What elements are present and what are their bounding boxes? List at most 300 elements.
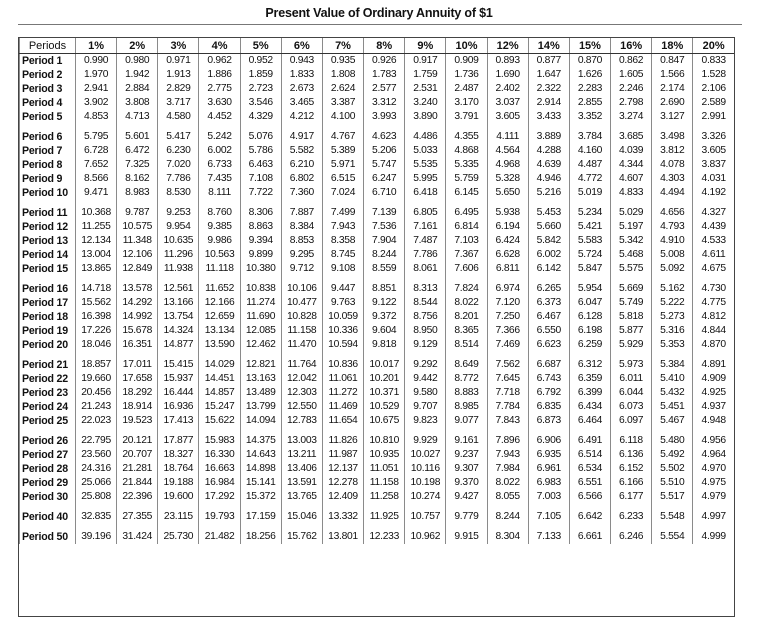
table-cell: 15.983 bbox=[199, 428, 240, 448]
table-cell: 6.128 bbox=[569, 310, 610, 324]
table-cell: 10.838 bbox=[240, 276, 281, 296]
table-cell: 0.952 bbox=[240, 54, 281, 69]
table-cell: 3.717 bbox=[158, 96, 199, 110]
table-cell: 1.913 bbox=[158, 68, 199, 82]
table-cell: 13.801 bbox=[322, 524, 363, 544]
table-cell: 12.134 bbox=[76, 234, 117, 248]
row-label: Period 30 bbox=[20, 490, 76, 504]
table-cell: 8.111 bbox=[199, 186, 240, 200]
table-cell: 1.566 bbox=[652, 68, 693, 82]
table-row bbox=[20, 248, 735, 262]
table-cell: 6.551 bbox=[569, 476, 610, 490]
table-cell: 7.984 bbox=[487, 462, 528, 476]
table-cell: 5.929 bbox=[611, 338, 652, 352]
column-header: 16% bbox=[611, 38, 652, 54]
table-cell: 6.230 bbox=[158, 144, 199, 158]
table-cell: 23.115 bbox=[158, 504, 199, 524]
table-cell: 5.467 bbox=[652, 414, 693, 428]
table-cell: 5.451 bbox=[652, 400, 693, 414]
table-cell: 17.159 bbox=[240, 504, 281, 524]
table-cell: 9.129 bbox=[405, 338, 446, 352]
table-cell: 17.413 bbox=[158, 414, 199, 428]
row-label: Period 13 bbox=[20, 234, 76, 248]
table-cell: 15.247 bbox=[199, 400, 240, 414]
table-cell: 11.051 bbox=[364, 462, 405, 476]
table-cell: 5.092 bbox=[652, 262, 693, 276]
table-cell: 2.884 bbox=[117, 82, 158, 96]
table-cell: 2.673 bbox=[281, 82, 322, 96]
table-cell: 11.118 bbox=[199, 262, 240, 276]
table-cell: 5.492 bbox=[652, 448, 693, 462]
table-cell: 5.786 bbox=[240, 144, 281, 158]
column-header: 2% bbox=[117, 38, 158, 54]
table-cell: 3.498 bbox=[652, 124, 693, 144]
column-header: 1% bbox=[76, 38, 117, 54]
table-row bbox=[20, 324, 735, 338]
table-cell: 4.775 bbox=[693, 296, 734, 310]
table-cell: 2.531 bbox=[405, 82, 446, 96]
table-cell: 4.870 bbox=[693, 338, 734, 352]
table-cell: 7.366 bbox=[487, 324, 528, 338]
table-cell: 7.108 bbox=[240, 172, 281, 186]
table-cell: 5.660 bbox=[528, 220, 569, 234]
table-cell: 3.037 bbox=[487, 96, 528, 110]
table-cell: 12.783 bbox=[281, 414, 322, 428]
table-cell: 0.847 bbox=[652, 54, 693, 69]
table-cell: 4.533 bbox=[693, 234, 734, 248]
table-row bbox=[20, 414, 735, 428]
table-cell: 8.201 bbox=[446, 310, 487, 324]
table-cell: 2.624 bbox=[322, 82, 363, 96]
row-label: Period 29 bbox=[20, 476, 76, 490]
table-cell: 9.295 bbox=[281, 248, 322, 262]
table-cell: 5.076 bbox=[240, 124, 281, 144]
table-cell: 4.793 bbox=[652, 220, 693, 234]
table-cell: 2.174 bbox=[652, 82, 693, 96]
table-cell: 6.467 bbox=[528, 310, 569, 324]
table-cell: 6.733 bbox=[199, 158, 240, 172]
table-cell: 6.661 bbox=[569, 524, 610, 544]
table-cell: 2.723 bbox=[240, 82, 281, 96]
table-cell: 4.031 bbox=[693, 172, 734, 186]
table-cell: 1.528 bbox=[693, 68, 734, 82]
table-cell: 8.772 bbox=[446, 372, 487, 386]
table-cell: 15.415 bbox=[158, 352, 199, 372]
column-header: 5% bbox=[240, 38, 281, 54]
table-cell: 4.212 bbox=[281, 110, 322, 124]
table-cell: 5.582 bbox=[281, 144, 322, 158]
table-cell: 18.857 bbox=[76, 352, 117, 372]
corner-header: Periods bbox=[20, 38, 76, 54]
table-cell: 11.469 bbox=[322, 400, 363, 414]
table-cell: 4.975 bbox=[693, 476, 734, 490]
table-cell: 1.859 bbox=[240, 68, 281, 82]
column-header: 20% bbox=[693, 38, 734, 54]
table-cell: 10.368 bbox=[76, 200, 117, 220]
table-cell: 6.628 bbox=[487, 248, 528, 262]
table-cell: 4.946 bbox=[528, 172, 569, 186]
table-cell: 8.313 bbox=[405, 276, 446, 296]
annuity-table bbox=[19, 38, 734, 544]
table-cell: 25.730 bbox=[158, 524, 199, 544]
table-cell: 1.759 bbox=[405, 68, 446, 82]
row-label: Period 16 bbox=[20, 276, 76, 296]
table-cell: 6.935 bbox=[528, 448, 569, 462]
table-row bbox=[20, 428, 735, 448]
table-cell: 6.974 bbox=[487, 276, 528, 296]
table-cell: 19.188 bbox=[158, 476, 199, 490]
table-row bbox=[20, 338, 735, 352]
row-label: Period 6 bbox=[20, 124, 76, 144]
table-cell: 16.663 bbox=[199, 462, 240, 476]
table-cell: 4.564 bbox=[487, 144, 528, 158]
table-cell: 6.566 bbox=[569, 490, 610, 504]
table-cell: 12.550 bbox=[281, 400, 322, 414]
row-label: Period 19 bbox=[20, 324, 76, 338]
table-cell: 21.844 bbox=[117, 476, 158, 490]
table-cell: 2.991 bbox=[693, 110, 734, 124]
table-cell: 9.787 bbox=[117, 200, 158, 220]
table-cell: 6.265 bbox=[528, 276, 569, 296]
table-cell: 7.645 bbox=[487, 372, 528, 386]
table-cell: 8.985 bbox=[446, 400, 487, 414]
table-cell: 3.312 bbox=[364, 96, 405, 110]
table-cell: 1.942 bbox=[117, 68, 158, 82]
table-cell: 13.765 bbox=[281, 490, 322, 504]
table-row bbox=[20, 386, 735, 400]
table-cell: 7.360 bbox=[281, 186, 322, 200]
table-cell: 13.799 bbox=[240, 400, 281, 414]
table-cell: 4.970 bbox=[693, 462, 734, 476]
row-label: Period 10 bbox=[20, 186, 76, 200]
page-title: Present Value of Ordinary Annuity of $1 bbox=[265, 6, 493, 20]
table-row bbox=[20, 490, 735, 504]
table-cell: 13.865 bbox=[76, 262, 117, 276]
table-cell: 8.559 bbox=[364, 262, 405, 276]
table-cell: 4.344 bbox=[611, 158, 652, 172]
table-cell: 4.111 bbox=[487, 124, 528, 144]
table-cell: 11.158 bbox=[364, 476, 405, 490]
table-cell: 10.828 bbox=[281, 310, 322, 324]
column-header: 10% bbox=[446, 38, 487, 54]
table-cell: 8.162 bbox=[117, 172, 158, 186]
table-cell: 20.707 bbox=[117, 448, 158, 462]
table-cell: 0.980 bbox=[117, 54, 158, 69]
table-row bbox=[20, 144, 735, 158]
table-cell: 6.002 bbox=[199, 144, 240, 158]
table-cell: 11.258 bbox=[364, 490, 405, 504]
row-label: Period 9 bbox=[20, 172, 76, 186]
table-cell: 11.470 bbox=[281, 338, 322, 352]
table-cell: 4.100 bbox=[322, 110, 363, 124]
table-cell: 11.654 bbox=[322, 414, 363, 428]
table-row bbox=[20, 158, 735, 172]
table-cell: 6.642 bbox=[569, 504, 610, 524]
table-cell: 9.307 bbox=[446, 462, 487, 476]
table-cell: 6.399 bbox=[569, 386, 610, 400]
table-cell: 9.427 bbox=[446, 490, 487, 504]
table-cell: 25.066 bbox=[76, 476, 117, 490]
table-cell: 8.853 bbox=[281, 234, 322, 248]
table-cell: 9.986 bbox=[199, 234, 240, 248]
table-cell: 3.387 bbox=[322, 96, 363, 110]
table-cell: 18.292 bbox=[117, 386, 158, 400]
table-cell: 9.707 bbox=[405, 400, 446, 414]
table-cell: 10.594 bbox=[322, 338, 363, 352]
table-cell: 3.685 bbox=[611, 124, 652, 144]
table-cell: 9.899 bbox=[240, 248, 281, 262]
table-cell: 8.514 bbox=[446, 338, 487, 352]
table-cell: 9.161 bbox=[446, 428, 487, 448]
table-cell: 5.033 bbox=[405, 144, 446, 158]
table-cell: 5.971 bbox=[322, 158, 363, 172]
table-row bbox=[20, 476, 735, 490]
row-label: Period 1 bbox=[20, 54, 76, 69]
table-cell: 6.550 bbox=[528, 324, 569, 338]
table-cell: 5.273 bbox=[652, 310, 693, 324]
table-cell: 6.472 bbox=[117, 144, 158, 158]
table-cell: 4.997 bbox=[693, 504, 734, 524]
table-cell: 7.250 bbox=[487, 310, 528, 324]
row-label: Period 20 bbox=[20, 338, 76, 352]
table-cell: 22.795 bbox=[76, 428, 117, 448]
table-cell: 3.808 bbox=[117, 96, 158, 110]
table-cell: 19.793 bbox=[199, 504, 240, 524]
table-cell: 14.992 bbox=[117, 310, 158, 324]
table-cell: 9.779 bbox=[446, 504, 487, 524]
table-cell: 0.935 bbox=[322, 54, 363, 69]
row-label: Period 23 bbox=[20, 386, 76, 400]
table-cell: 5.222 bbox=[652, 296, 693, 310]
table-cell: 13.134 bbox=[199, 324, 240, 338]
table-cell: 6.424 bbox=[487, 234, 528, 248]
table-cell: 14.643 bbox=[240, 448, 281, 462]
table-row bbox=[20, 296, 735, 310]
table-cell: 7.606 bbox=[446, 262, 487, 276]
table-cell: 5.517 bbox=[652, 490, 693, 504]
row-label: Period 26 bbox=[20, 428, 76, 448]
table-cell: 6.805 bbox=[405, 200, 446, 220]
table-cell: 8.760 bbox=[199, 200, 240, 220]
table-cell: 19.523 bbox=[117, 414, 158, 428]
table-cell: 12.278 bbox=[322, 476, 363, 490]
table-cell: 6.623 bbox=[528, 338, 569, 352]
table-cell: 9.372 bbox=[364, 310, 405, 324]
table-cell: 6.835 bbox=[528, 400, 569, 414]
table-cell: 7.786 bbox=[405, 248, 446, 262]
table-cell: 17.877 bbox=[158, 428, 199, 448]
table-cell: 3.352 bbox=[569, 110, 610, 124]
table-body bbox=[20, 54, 735, 545]
table-cell: 6.011 bbox=[611, 372, 652, 386]
table-cell: 19.660 bbox=[76, 372, 117, 386]
table-cell: 7.784 bbox=[487, 400, 528, 414]
table-cell: 8.883 bbox=[446, 386, 487, 400]
table-cell: 4.910 bbox=[652, 234, 693, 248]
table-cell: 9.122 bbox=[364, 296, 405, 310]
table-cell: 5.583 bbox=[569, 234, 610, 248]
table-cell: 3.837 bbox=[693, 158, 734, 172]
table-cell: 0.909 bbox=[446, 54, 487, 69]
table-cell: 12.303 bbox=[281, 386, 322, 400]
row-label: Period 12 bbox=[20, 220, 76, 234]
table-cell: 1.886 bbox=[199, 68, 240, 82]
table-cell: 5.389 bbox=[322, 144, 363, 158]
table-cell: 8.544 bbox=[405, 296, 446, 310]
table-cell: 9.108 bbox=[322, 262, 363, 276]
table-cell: 10.935 bbox=[364, 448, 405, 462]
table-cell: 6.152 bbox=[611, 462, 652, 476]
table-cell: 10.336 bbox=[322, 324, 363, 338]
table-cell: 10.274 bbox=[405, 490, 446, 504]
table-cell: 15.622 bbox=[199, 414, 240, 428]
table-cell: 6.534 bbox=[569, 462, 610, 476]
table-cell: 17.226 bbox=[76, 324, 117, 338]
table-cell: 5.842 bbox=[528, 234, 569, 248]
table-cell: 9.604 bbox=[364, 324, 405, 338]
table-cell: 5.029 bbox=[611, 200, 652, 220]
table-cell: 3.812 bbox=[652, 144, 693, 158]
row-label: Period 24 bbox=[20, 400, 76, 414]
table-cell: 11.255 bbox=[76, 220, 117, 234]
table-cell: 5.575 bbox=[611, 262, 652, 276]
table-cell: 6.233 bbox=[611, 504, 652, 524]
table-cell: 13.003 bbox=[281, 428, 322, 448]
table-cell: 4.329 bbox=[240, 110, 281, 124]
table-cell: 7.718 bbox=[487, 386, 528, 400]
table-cell: 7.943 bbox=[322, 220, 363, 234]
table-cell: 3.433 bbox=[528, 110, 569, 124]
table-cell: 11.690 bbox=[240, 310, 281, 324]
table-cell: 17.658 bbox=[117, 372, 158, 386]
table-cell: 3.993 bbox=[364, 110, 405, 124]
table-cell: 6.194 bbox=[487, 220, 528, 234]
column-header: 9% bbox=[405, 38, 446, 54]
table-cell: 5.480 bbox=[652, 428, 693, 448]
table-cell: 1.833 bbox=[281, 68, 322, 82]
table-cell: 5.242 bbox=[199, 124, 240, 144]
table-cell: 17.011 bbox=[117, 352, 158, 372]
table-cell: 5.938 bbox=[487, 200, 528, 220]
table-cell: 6.514 bbox=[569, 448, 610, 462]
table-cell: 10.027 bbox=[405, 448, 446, 462]
table-cell: 6.246 bbox=[611, 524, 652, 544]
table-cell: 9.915 bbox=[446, 524, 487, 544]
table-cell: 4.486 bbox=[405, 124, 446, 144]
table-cell: 6.491 bbox=[569, 428, 610, 448]
table-cell: 4.160 bbox=[569, 144, 610, 158]
table-cell: 15.141 bbox=[240, 476, 281, 490]
table-cell: 6.495 bbox=[446, 200, 487, 220]
table-cell: 2.402 bbox=[487, 82, 528, 96]
table-cell: 5.510 bbox=[652, 476, 693, 490]
table-cell: 8.244 bbox=[364, 248, 405, 262]
table-cell: 2.829 bbox=[158, 82, 199, 96]
table-cell: 9.292 bbox=[405, 352, 446, 372]
table-cell: 6.728 bbox=[76, 144, 117, 158]
table-cell: 9.763 bbox=[322, 296, 363, 310]
table-cell: 6.961 bbox=[528, 462, 569, 476]
table-cell: 5.019 bbox=[569, 186, 610, 200]
row-label: Period 2 bbox=[20, 68, 76, 82]
table-cell: 2.487 bbox=[446, 82, 487, 96]
row-label: Period 11 bbox=[20, 200, 76, 220]
table-cell: 5.453 bbox=[528, 200, 569, 220]
table-cell: 12.849 bbox=[117, 262, 158, 276]
table-cell: 8.649 bbox=[446, 352, 487, 372]
table-cell: 6.359 bbox=[569, 372, 610, 386]
table-cell: 2.914 bbox=[528, 96, 569, 110]
table-cell: 7.325 bbox=[117, 158, 158, 172]
table-cell: 12.166 bbox=[199, 296, 240, 310]
column-header: 3% bbox=[158, 38, 199, 54]
table-cell: 0.870 bbox=[569, 54, 610, 69]
table-cell: 6.166 bbox=[611, 476, 652, 490]
table-cell: 5.008 bbox=[652, 248, 693, 262]
row-label: Period 8 bbox=[20, 158, 76, 172]
table-cell: 1.783 bbox=[364, 68, 405, 82]
table-cell: 4.439 bbox=[693, 220, 734, 234]
table-cell: 6.177 bbox=[611, 490, 652, 504]
table-cell: 14.857 bbox=[199, 386, 240, 400]
table-cell: 3.127 bbox=[652, 110, 693, 124]
table-cell: 5.818 bbox=[611, 310, 652, 324]
table-cell: 5.410 bbox=[652, 372, 693, 386]
table-cell: 5.335 bbox=[446, 158, 487, 172]
table-cell: 3.170 bbox=[446, 96, 487, 110]
table-cell: 7.536 bbox=[364, 220, 405, 234]
table-cell: 6.802 bbox=[281, 172, 322, 186]
table-cell: 6.687 bbox=[528, 352, 569, 372]
table-cell: 10.575 bbox=[117, 220, 158, 234]
table-cell: 18.764 bbox=[158, 462, 199, 476]
table-row bbox=[20, 504, 735, 524]
table-row bbox=[20, 186, 735, 200]
table-cell: 19.600 bbox=[158, 490, 199, 504]
table-cell: 20.121 bbox=[117, 428, 158, 448]
table-cell: 13.406 bbox=[281, 462, 322, 476]
row-label: Period 5 bbox=[20, 110, 76, 124]
table-cell: 13.166 bbox=[158, 296, 199, 310]
table-cell: 14.292 bbox=[117, 296, 158, 310]
table-cell: 12.233 bbox=[364, 524, 405, 544]
table-cell: 12.659 bbox=[199, 310, 240, 324]
table-cell: 16.398 bbox=[76, 310, 117, 324]
table-cell: 13.590 bbox=[199, 338, 240, 352]
table-cell: 8.358 bbox=[322, 234, 363, 248]
table-cell: 6.097 bbox=[611, 414, 652, 428]
table-cell: 4.868 bbox=[446, 144, 487, 158]
row-label: Period 17 bbox=[20, 296, 76, 310]
table-cell: 5.502 bbox=[652, 462, 693, 476]
table-cell: 8.022 bbox=[446, 296, 487, 310]
table-cell: 6.047 bbox=[569, 296, 610, 310]
table-cell: 1.647 bbox=[528, 68, 569, 82]
table-cell: 4.611 bbox=[693, 248, 734, 262]
table-cell: 5.669 bbox=[611, 276, 652, 296]
table-cell: 9.447 bbox=[322, 276, 363, 296]
table-cell: 6.247 bbox=[364, 172, 405, 186]
table-cell: 15.562 bbox=[76, 296, 117, 310]
table-cell: 6.145 bbox=[446, 186, 487, 200]
row-label: Period 28 bbox=[20, 462, 76, 476]
table-cell: 5.749 bbox=[611, 296, 652, 310]
table-cell: 24.316 bbox=[76, 462, 117, 476]
table-cell: 4.925 bbox=[693, 386, 734, 400]
row-label: Period 27 bbox=[20, 448, 76, 462]
table-cell: 18.914 bbox=[117, 400, 158, 414]
table-cell: 1.605 bbox=[611, 68, 652, 82]
